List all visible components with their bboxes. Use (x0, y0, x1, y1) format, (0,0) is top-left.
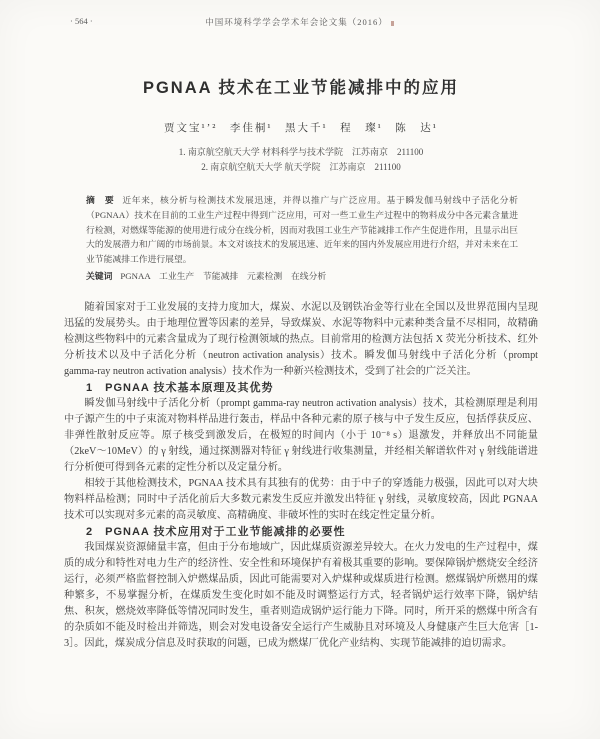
abstract-block (86, 193, 518, 267)
affiliations-block (64, 145, 538, 175)
affiliation-1: 1. 南京航空航天大学 材料科学与技术学院 江苏南京 211100 (178, 147, 424, 157)
page-header (64, 16, 538, 30)
keywords-text: PGNAA 工业生产 节能减排 元素检测 在线分析 (120, 270, 327, 281)
proceedings-title: 中国环境科学学会学术年会论文集（2016） (205, 17, 388, 27)
abstract-text: 近年来，核分析与检测技术发展迅速，并得以推广与广泛应用。基于瞬发伽马射线中子活化分析（PGNAA）技术在目前的工业生产过程中得到广泛应用，可对一些工业生产过程中的物料成分中各元素含量进行检测，对燃煤等能源的使用进行成分在线分析，因而对我国工业生产节能减排工作产生促进作用，且显示出巨大的发展潜力和广阔的市场前景。本文对该技术的发展迅速、近年来的国内外发展应用进行介绍，并对未来在工业节能减排工作进行展望。 (86, 195, 518, 265)
section-1-heading: 1 PGNAA 技术基本原理及其优势 (86, 381, 274, 394)
stamp-mark-right (391, 21, 394, 26)
abstract-label: 摘 要 (86, 195, 115, 205)
intro-paragraph: 随着国家对于工业发展的支持力度加大，煤炭、水泥以及钢铁冶金等行业在全国以及世界范围内呈现迅猛的发展势头。由于地理位置等因素的差异，导致煤炭、水泥等物料中元素种类含量不尽相同，故精确检测这些物料中的元素含量成为了现行检测领域的热点。目前常用的检测方法包括 X 荧光分析技术、红外分析技术以及中子活化分析（neutron activation analysis）技术。瞬发伽马射线中子活化分析（prompt gamma-ray neutron activation analysis）技术作为一种新兴检测技术，受到了社会的广泛关注。 (64, 301, 538, 377)
section-2-paragraph-1: 我国煤炭资源储量丰富，但由于分布地域广，因此煤质资源差异较大。在火力发电的生产过程中，煤质的成分和特性对电力生产的经济性、安全性和环境保护有着极其重要的影响。要保障锅炉燃烧安全经济运行，必须严格监督控制入炉燃煤品质，因此可能需要对入炉煤种或煤质进行检测。燃煤锅炉所燃用的煤种繁多，不易掌握分析，在煤质发生变化时如不能及时调整运行方式，轻者锅炉运行效率下降，锅炉结焦、积灰，燃烧效率降低等情况同时发生，重者则造成锅炉运行能力下降。同时，所开采的燃煤中所含有的杂质如不能及时检出并筛选，则会对发电设备安全运行产生威胁且对环境及人身健康产生巨大危害［1-3］。因此，煤炭成分信息及时获取的问题，已成为燃煤厂优化产业结构、实现节能减排的迫切需求。 (64, 541, 538, 649)
affiliation-2: 2. 南京航空航天大学 航天学院 江苏南京 211100 (201, 162, 401, 172)
authors-line: 贾文宝¹ʼ² 李佳桐¹ 黑大千¹ 程 璨¹ 陈 达¹ (164, 123, 438, 134)
section-2-heading: 2 PGNAA 技术应用对于工业节能减排的必要性 (86, 525, 346, 538)
page-number: · 564 · (70, 16, 93, 26)
keywords-label: 关键词 (86, 270, 113, 281)
keywords-line (86, 269, 518, 284)
article-body (64, 300, 538, 652)
section-1-paragraph-1: 瞬发伽马射线中子活化分析（prompt gamma-ray neutron activation analysis）技术，其检测原理是利用中子源产生的中子束流对物料样品进行轰击，样品中各种元素的原子核与中子发生反应，包括俘获反应、非弹性散射反应等。原子核受到激发后，在极短的时间内（小于 10⁻⁸ s）退激发，并释放出不同能量（2keV～10MeV）的 γ 射线，通过探测器对特征 γ 射线进行收集测量，并经相关解谱软件对 γ 射线能谱进行分析便可得到各元素的定性分析以及定量分析。 (64, 397, 538, 473)
article-title: PGNAA 技术在工业节能减排中的应用 (142, 79, 460, 97)
section-1-paragraph-2: 相较于其他检测技术，PGNAA 技术具有其独有的优势：由于中子的穿透能力极强，因此可以对大块物料样品检测；同时中子活化前后大多数元素发生反应并激发出特征 γ 射线，灵敏度较高，因此 PGNAA 技术可以实现对多元素的高灵敏度、高精确度、非破坏性的实时在线定性定量分析。 (64, 477, 538, 521)
